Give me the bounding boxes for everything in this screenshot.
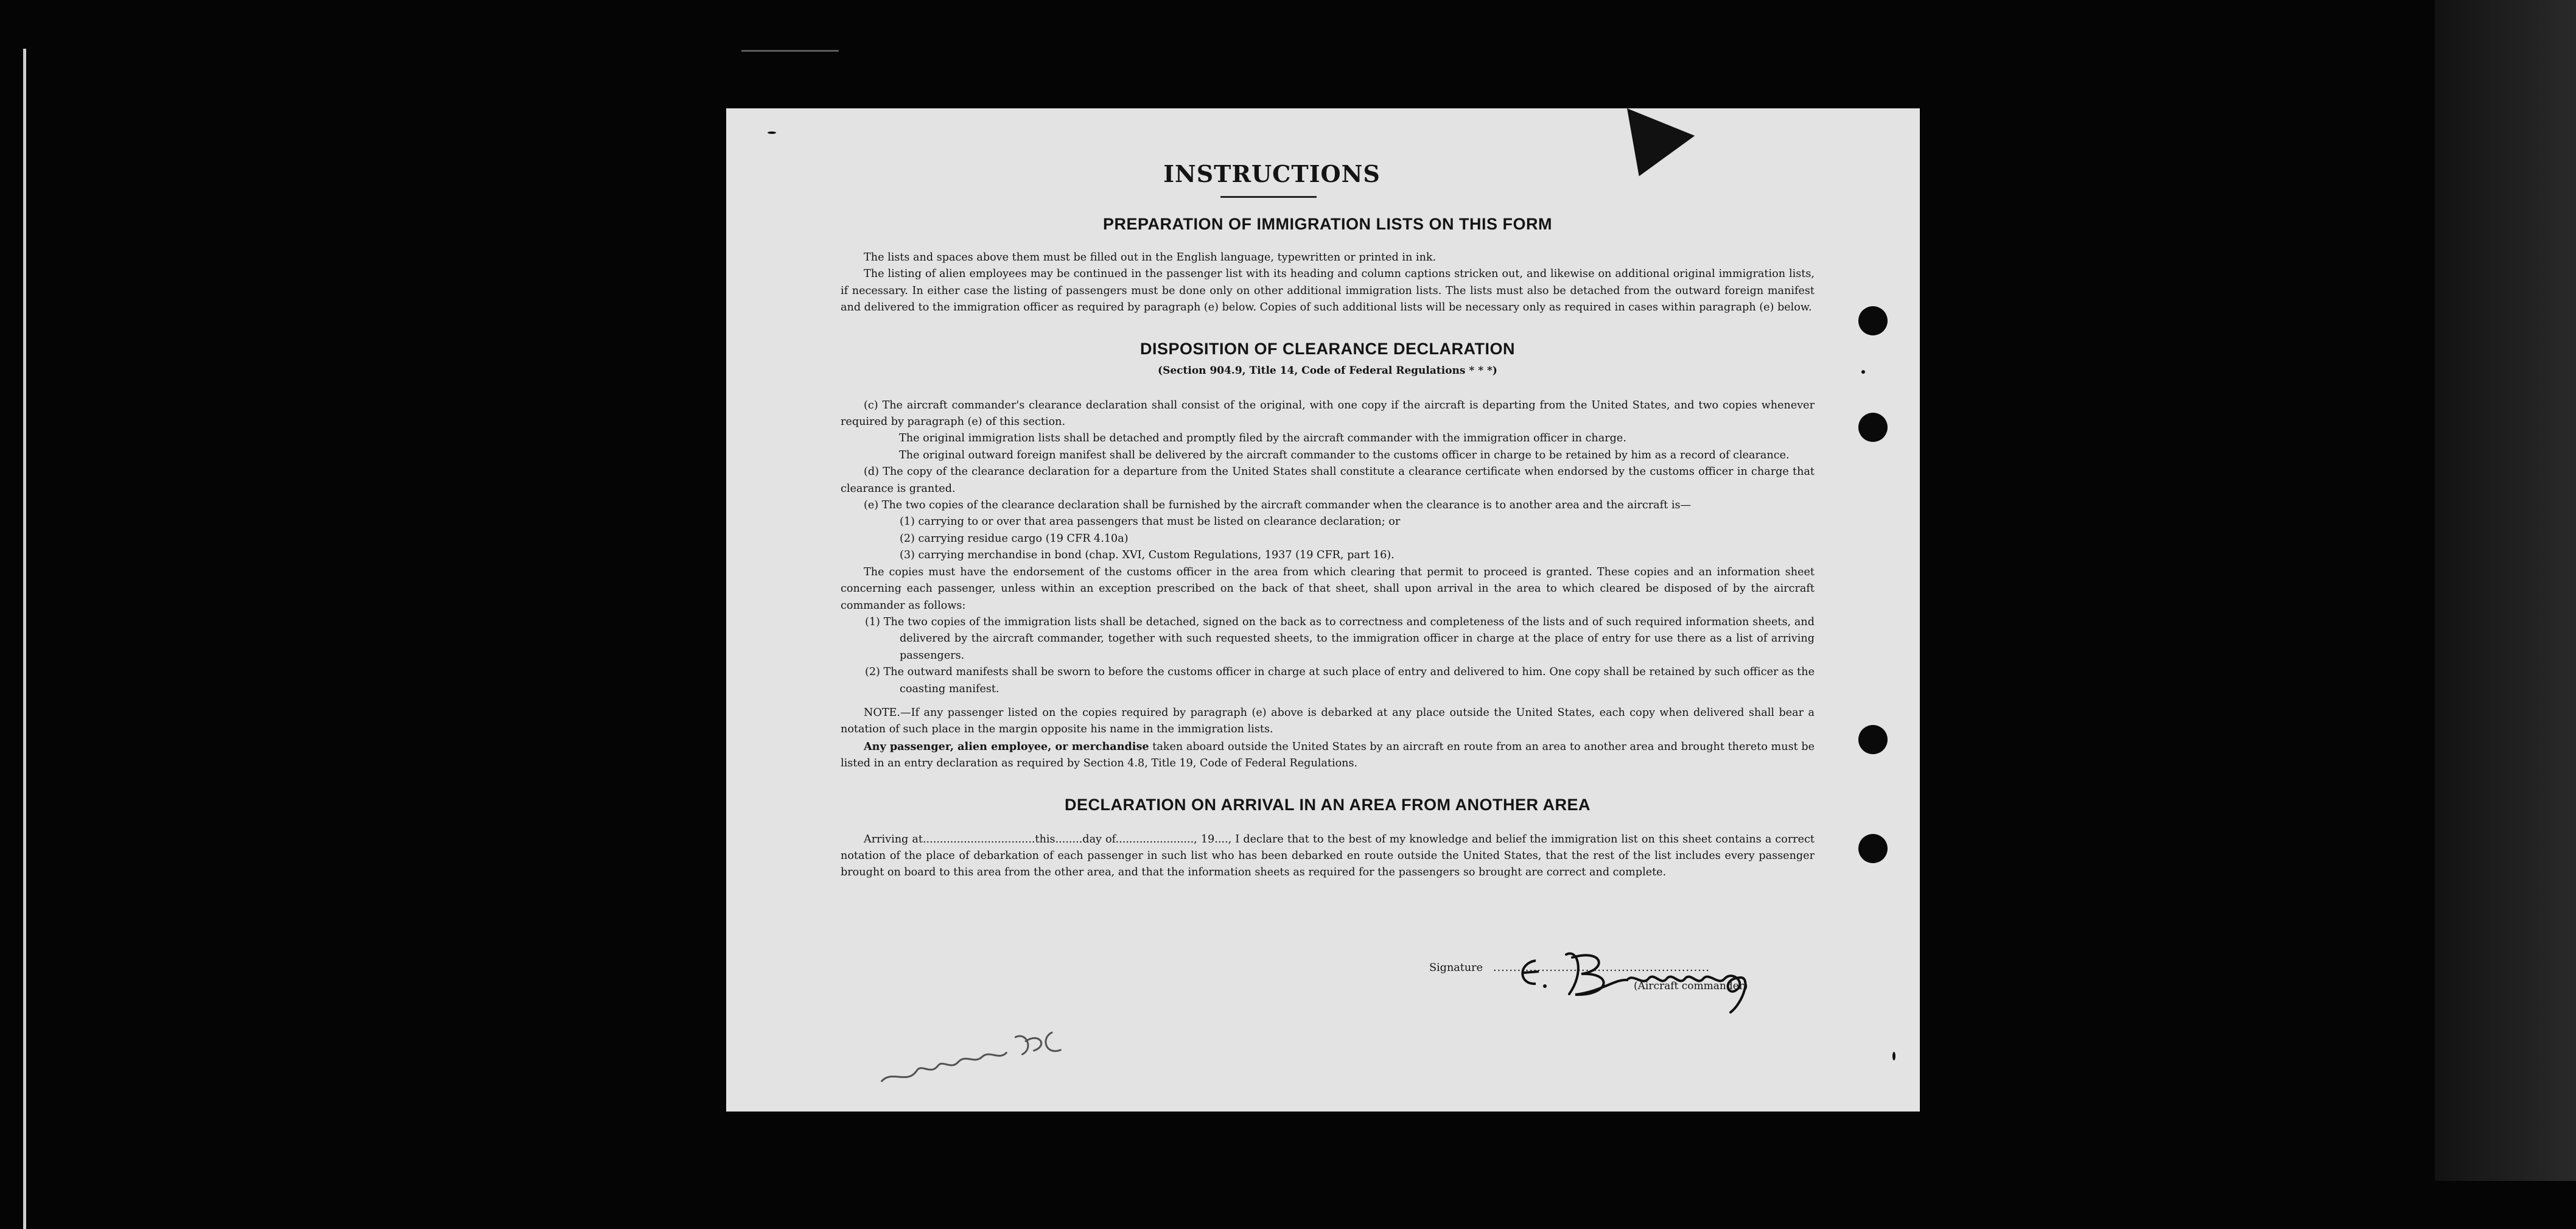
list-item: (1) The two copies of the immigration lists shall be detached, signed on the back as to correctness and completeness of the lists and of such required information sheets, and delivered by the aircraft commander, together with such requested sheets, to the immigration officer in charge at the place of entry for use there as a list of arriving passengers. bbox=[865, 615, 1815, 662]
list-item: (2) carrying residue cargo (19 CFR 4.10a) bbox=[900, 532, 1129, 545]
scan-speck bbox=[768, 131, 776, 134]
section-subheading: (Section 904.9, Title 14, Code of Federal Regulations * * *) bbox=[1158, 364, 1497, 377]
paragraph: The lists and spaces above them must be filled out in the English language, typewritten or printed in ink. bbox=[864, 251, 1437, 264]
page-title: INSTRUCTIONS bbox=[1163, 160, 1381, 187]
scan-right-shadow bbox=[2435, 0, 2576, 1181]
paragraph: The original immigration lists shall be detached and promptly filed by the aircraft commander with the immigration officer in charge. bbox=[899, 432, 1626, 445]
signature-dots: ...................................................... bbox=[1493, 962, 1710, 974]
paragraph: The copies must have the endorsement of the customs officer in the area from which clearing that permit to proceed is granted. These copies and an information sheet concerning each passenger, unless within an exception prescribed on the back of that sheet, shall upon arrival in the area to which cleared be disposed of by the aircraft commander as follows: bbox=[841, 565, 1815, 612]
paragraph: (e) The two copies of the clearance declaration shall be furnished by the aircraft commander when the clearance is to another area and the aircraft is— bbox=[864, 499, 1692, 512]
margin-handwriting bbox=[863, 1006, 1089, 1105]
section-disposition bbox=[841, 340, 1815, 772]
section-declaration bbox=[841, 796, 1815, 881]
signature-caption: (Aircraft commander) bbox=[1634, 980, 1748, 992]
scan-speck bbox=[1892, 1052, 1895, 1060]
section-heading: DECLARATION ON ARRIVAL IN AN AREA FROM ANOTHER AREA bbox=[1065, 795, 1591, 814]
instruction-page bbox=[726, 108, 1920, 1112]
note-paragraph: NOTE.—If any passenger listed on the copies required by paragraph (e) above is debarked at any place outside the United States, each copy when delivered shall bear a notation of such place in the margin opposite his name in the immigration lists. bbox=[841, 706, 1815, 736]
paragraph: The listing of alien employees may be continued in the passenger list with its heading and column captions stricken out, and likewise on additional original immigration lists, if necessary. In either case the listing of passengers must be done only on other additional immigration lists. The lists must also be detached from the outward foreign manifest and delivered to the immigration officer as required by paragraph (e) below. Copies of such additional lists will be necessary only as required in cases within paragraph (e) below. bbox=[841, 268, 1815, 314]
paragraph: (c) The aircraft commander's clearance declaration shall consist of the original, with one copy if the aircraft is departing from the United States, and two copies whenever required by paragraph (e) of this section. bbox=[841, 399, 1815, 429]
section-preparation bbox=[841, 215, 1815, 317]
paragraph-text: taken aboard outside the United States by an aircraft en route from an area to another area and brought thereto must be listed in an entry declaration as required by Section 4.8, Title 19, Code of Federal Regulations. bbox=[841, 740, 1815, 770]
section-heading: PREPARATION OF IMMIGRATION LISTS ON THIS FORM bbox=[1103, 215, 1552, 233]
section-heading: DISPOSITION OF CLEARANCE DECLARATION bbox=[1139, 339, 1515, 358]
scan-edge-line bbox=[23, 49, 26, 1229]
title-rule bbox=[1220, 196, 1317, 198]
emphasis-text: Any passenger, alien employee, or merchandise bbox=[864, 740, 1149, 753]
paragraph: (d) The copy of the clearance declaration for a departure from the United States shall constitute a clearance certificate when endorsed by the customs officer in charge that clearance is granted. bbox=[841, 466, 1815, 495]
paragraph bbox=[841, 738, 1815, 772]
list-item: (2) The outward manifests shall be sworn to before the customs officer in charge at such place of entry and delivered to him. One copy shall be retained by such officer as the coasting manifest. bbox=[865, 666, 1815, 695]
signature-label: Signature bbox=[1429, 962, 1483, 974]
scan-artifact-line bbox=[741, 50, 839, 52]
list-item: (3) carrying merchandise in bond (chap. XVI, Custom Regulations, 1937 (19 CFR, part 16). bbox=[900, 549, 1395, 562]
paragraph: The original outward foreign manifest shall be delivered by the aircraft commander to the customs officer in charge to be retained by him as a record of clearance. bbox=[899, 449, 1790, 461]
paragraph: Arriving at.................................this........day of......................., 19...., I declare that to the best of my knowledge and belief the immigration list on this sheet contains a correct notation of the place of debarkation of each passenger in such list who has been debarked en route outside the United States, that the rest of the list includes every passenger brought on board to this area from the other area, and that the information sheets as required for the passengers so brought are correct and complete. bbox=[841, 833, 1815, 879]
list-item: (1) carrying to or over that area passengers that must be listed on clearance declaration; or bbox=[900, 516, 1401, 528]
handwritten-signature bbox=[1511, 936, 1791, 1015]
document-body bbox=[841, 160, 1920, 881]
